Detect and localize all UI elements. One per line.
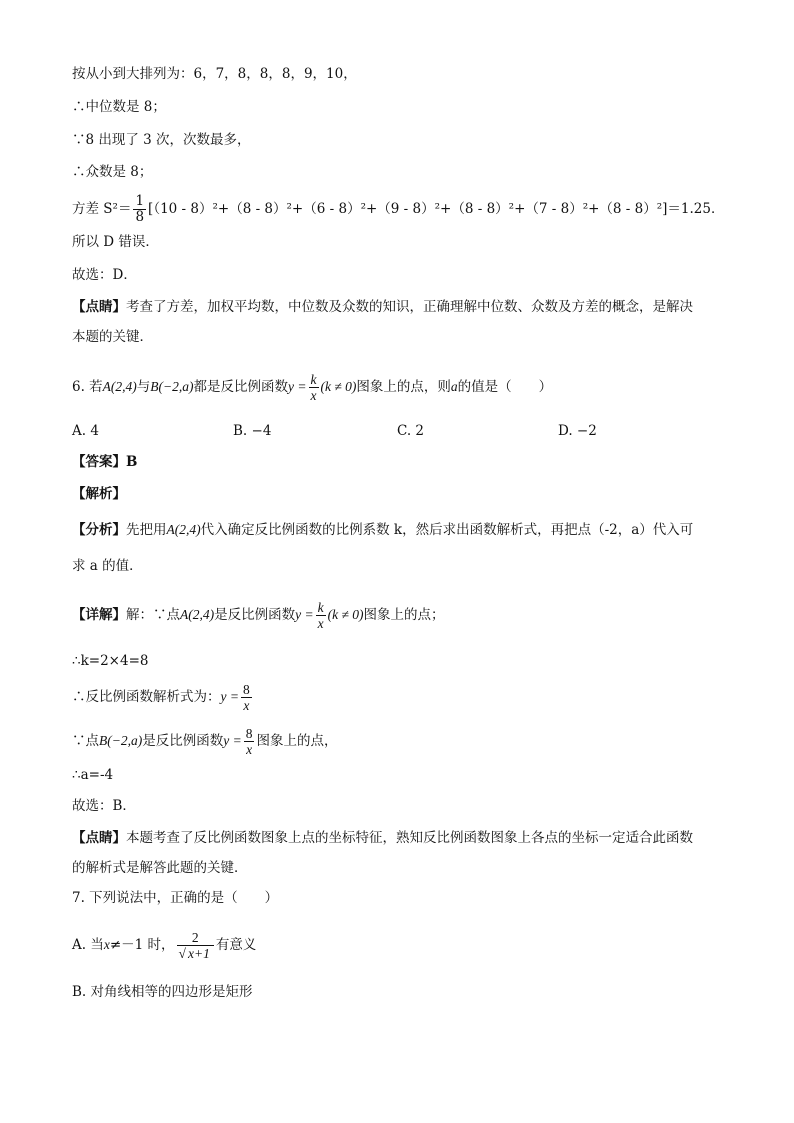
q7-option-b: B. 对角线相等的四边形是矩形 [72,984,253,1000]
k-condition: (k ≠ 0) [320,379,357,394]
q6-desc: 都是反比例函数 [193,379,289,395]
k-value-line: ∴k=2×4=8 [72,653,149,669]
q7-a-cond: ≠－1 时， [109,937,175,953]
q6-label: 6. 若 [72,379,103,395]
frac-denominator: 8 [135,209,145,225]
a-value-line: ∴a=-4 [72,767,114,783]
xiangjie-point-a: A(2,4) [180,607,215,622]
comment-line [72,297,693,317]
q7-a-num: 2 [177,930,214,946]
xiangjie-b: 是反比例函数 [214,607,296,623]
q6-option-b: B. −4 [233,423,272,439]
q6-option-d: D. −2 [558,423,597,439]
point-b-line [72,726,337,757]
comment-line-2: 本题的关键． [72,329,153,345]
pb-post: 图象上的点， [256,733,338,749]
function-y: y = [220,689,239,704]
eight-den: x [243,698,250,713]
xiangjie-k: k [317,600,324,615]
d-wrong-line: 所以 D 错误． [72,234,159,250]
var-a: a [450,379,458,394]
variance-line [72,194,725,225]
xiangjie-y: y = [295,607,314,622]
q6-comment-tag: 【点睛】 [72,830,126,846]
choose-d-line: 故选：D． [72,267,137,283]
q6-and: 与 [136,379,151,395]
variance-formula: [（10 - 8）²+（8 - 8）²+（6 - 8）²+（9 - 8）²+（8 - 8）²+（7 - 8）²+（8 - 8）²]＝1.25． [148,201,725,217]
k-over-x [309,372,319,403]
median-line: ∴中位数是 8； [72,99,166,115]
xiangjie-x: x [317,616,324,631]
q6-comment-line [72,828,693,848]
eight-num: 8 [242,682,250,697]
q6-option-c: C. 2 [397,423,425,439]
q7-a-prefix: A. 当 [72,937,104,953]
q6-desc-2: 图象上的点，则 [356,379,451,395]
point-a: A(2,4) [102,379,137,394]
sorted-values-line: 按从小到大排列为：6，7，8，8，8，9，10， [72,66,357,82]
frac-numerator: 1 [135,193,145,209]
variance-prefix: 方差 S²＝ [72,201,132,217]
xiangjie-tag: 【详解】 [72,607,126,623]
function-line [72,682,254,713]
answer-line: 【答案】B [72,454,138,470]
q7-a-x: x [103,937,110,952]
q6-desc-3: 的值是（ ） [457,379,553,395]
comment-tag: 【点睛】 [72,299,126,315]
pb-x: x [246,742,253,757]
point-b: B(−2,a) [150,379,194,394]
q7-option-a [72,930,256,961]
fenxi-line [72,520,693,540]
pb-prefix: ∵点 [72,733,99,749]
eight-over-x [241,682,252,713]
xiangjie-a: 解：∵点 [126,607,180,623]
pb-mid: 是反比例函数 [142,733,224,749]
xiangjie-c: 图象上的点； [363,607,445,623]
q6-stem [72,372,552,403]
q6-comment-line-2: 的解析式是解答此题的关键． [72,860,248,876]
fenxi-a: 先把用 [126,522,167,538]
fenxi-tag: 【分析】 [72,522,126,538]
y-equals: y = [288,379,307,394]
fenxi-line-2: 求 a 的值． [72,558,143,574]
q7-a-fraction [177,930,214,961]
analysis-line: 【解析】 [72,486,126,502]
pb-eight: 8 [245,726,253,741]
mode-line: ∴众数是 8； [72,164,153,180]
q7-a-sqrt: x+1 [187,946,210,961]
pb-y: y = [223,733,242,748]
pb-eight-over-x [244,726,255,757]
x-den: x [310,388,317,403]
q6-comment-text: 本题考查了反比例函数图象上点的坐标特征，熟知反比例函数图象上各点的坐标一定适合此函数 [126,830,693,846]
xiangjie-cond: (k ≠ 0) [327,607,364,622]
xiangjie-k-over-x [316,600,326,631]
mode-reason-line: ∵8 出现了 3 次，次数最多， [72,132,251,148]
q6-option-a: A. 4 [72,423,99,439]
q7-a-den-wrap: √ x+1 [178,946,210,961]
variance-fraction [133,194,146,225]
xiangjie-line [72,600,445,631]
function-prefix: ∴反比例函数解析式为： [72,689,221,705]
k-num: k [310,372,317,387]
q7-stem: 7. 下列说法中，正确的是（ ） [72,890,279,906]
fenxi-b: 代入确定反比例函数的比例系数 k，然后求出函数解析式，再把点（-2，a）代入可 [200,522,694,538]
fenxi-point-a: A(2,4) [166,522,201,537]
comment-text: 考查了方差，加权平均数，中位数及众数的知识，正确理解中位数、众数及方差的概念，是解决 [126,299,693,315]
pb-point: B(−2,a) [99,733,143,748]
choose-b-line: 故选：B． [72,798,136,814]
q7-a-post: 有意义 [215,937,257,953]
